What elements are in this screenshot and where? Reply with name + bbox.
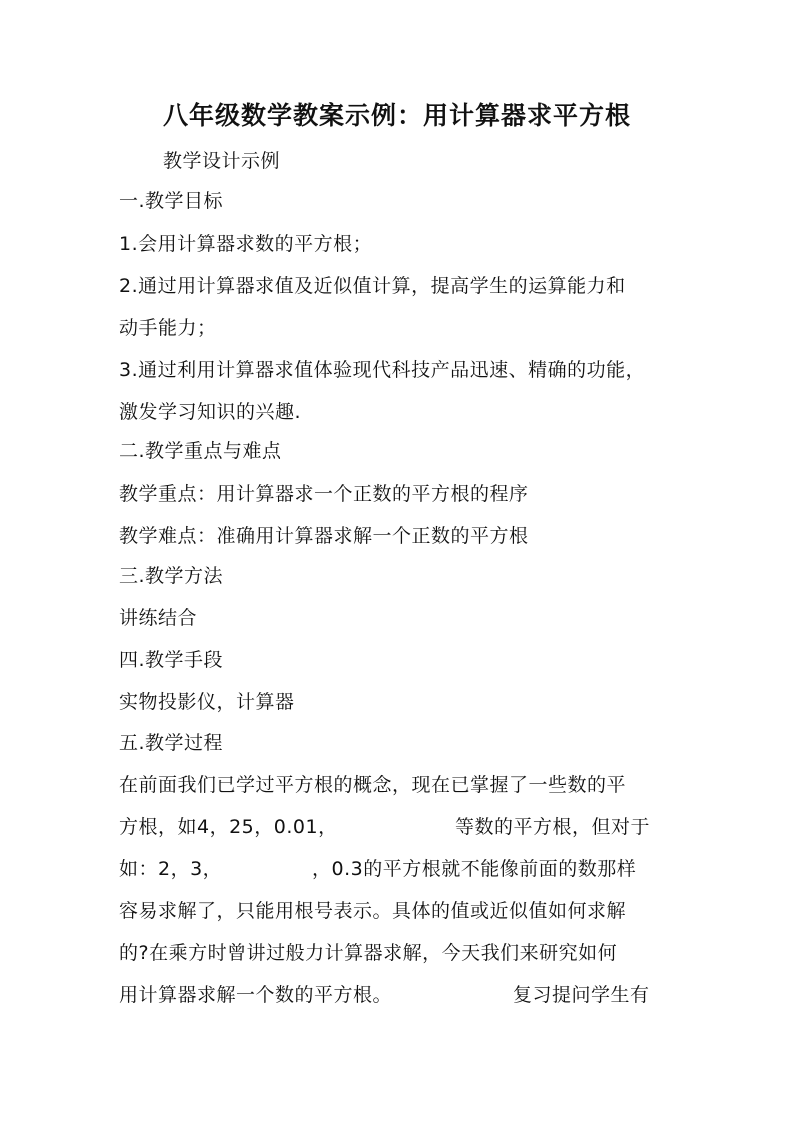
section-heading-means: 四.教学手段 (119, 649, 224, 671)
objective-3-line-1: 3.通过利用计算器求值体验现代科技产品迅速、精确的功能， (119, 359, 646, 381)
process-paragraph-line-2a: 方根，如4，25，0.01， (119, 816, 338, 838)
document-title: 八年级数学教案示例：用计算器求平方根 (162, 101, 631, 130)
section-heading-objectives: 一.教学目标 (119, 190, 224, 212)
process-paragraph-line-2b: 等数的平方根，但对于 (455, 816, 651, 838)
objective-1: 1.会用计算器求数的平方根； (119, 233, 373, 255)
process-paragraph-line-4: 容易求解了，只能用根号表示。具体的值或近似值如何求解 (119, 900, 627, 922)
key-point: 教学重点：用计算器求一个正数的平方根的程序 (119, 483, 529, 505)
section-heading-process: 五.教学过程 (119, 732, 224, 754)
process-paragraph-line-6b: 复习提问学生有 (513, 984, 650, 1006)
difficult-point: 教学难点：准确用计算器求解一个正数的平方根 (119, 525, 529, 547)
objective-2-line-2: 动手能力； (119, 317, 217, 339)
objective-3-line-2: 激发学习知识的兴趣. (119, 401, 302, 423)
objective-2-line-1: 2.通过用计算器求值及近似值计算，提高学生的运算能力和 (119, 275, 626, 297)
process-paragraph-line-6a: 用计算器求解一个数的平方根。 (119, 984, 393, 1006)
method-text: 讲练结合 (119, 607, 198, 629)
process-paragraph-line-3b: ，0.3的平方根就不能像前面的数那样 (312, 858, 637, 880)
section-heading-method: 三.教学方法 (119, 565, 224, 587)
process-paragraph-line-3a: 如：2，3， (119, 858, 223, 880)
means-text: 实物投影仪，计算器 (119, 691, 295, 713)
section-heading-key-points: 二.教学重点与难点 (119, 440, 282, 462)
subtitle: 教学设计示例 (163, 150, 281, 172)
process-paragraph-line-1: 在前面我们已学过平方根的概念，现在已掌握了一些数的平 (119, 774, 627, 796)
process-paragraph-line-5: 的?在乘方时曾讲过般力计算器求解，今天我们来研究如何 (119, 942, 618, 964)
